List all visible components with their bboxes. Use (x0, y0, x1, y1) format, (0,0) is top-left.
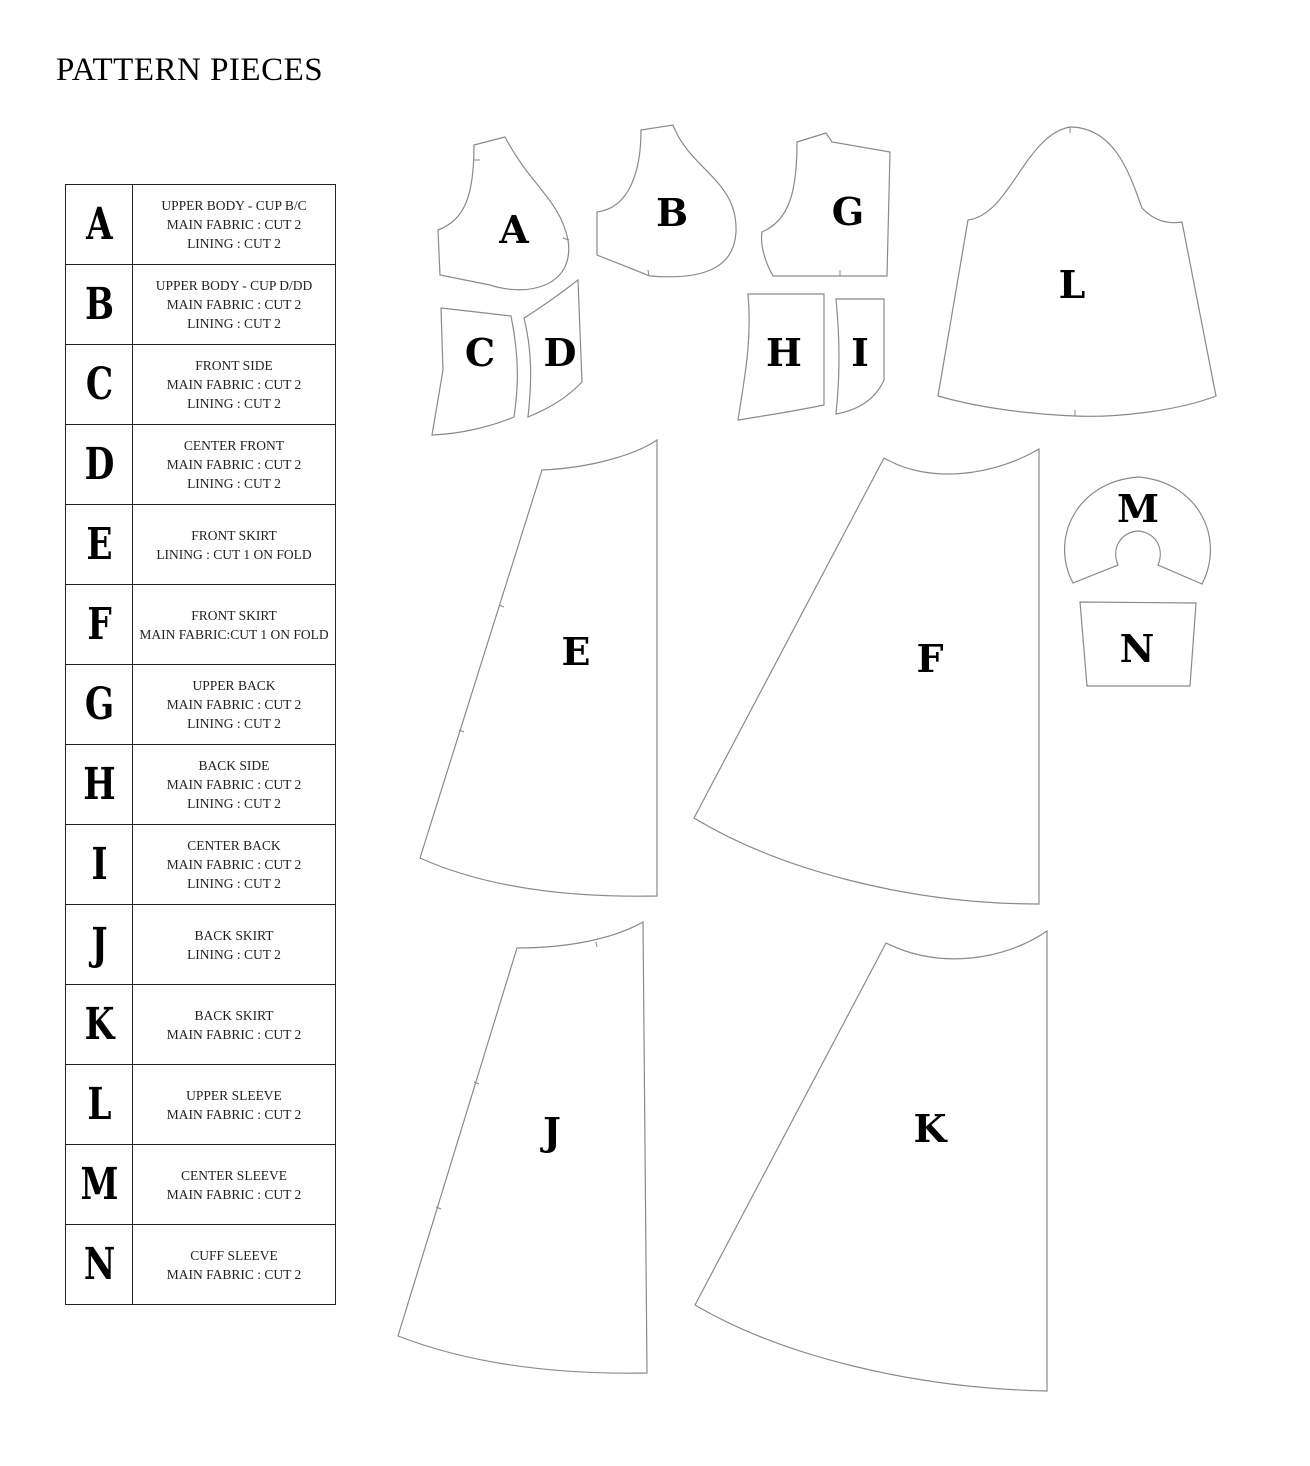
piece-outline-j (398, 922, 647, 1373)
piece-label-k: K (913, 1106, 947, 1151)
piece-label-l: L (1058, 262, 1086, 307)
legend-letter: C (73, 345, 125, 425)
piece-name: UPPER BODY - CUP D/DD (155, 278, 313, 293)
cut-instruction: MAIN FABRIC : CUT 2 (166, 297, 302, 312)
pattern-piece-e (420, 440, 657, 896)
pattern-piece-m (1065, 477, 1211, 584)
legend-letter: F (73, 585, 125, 665)
pattern-piece-f (694, 449, 1039, 904)
page-title: PATTERN PIECES (56, 52, 324, 88)
piece-name: CENTER BACK (187, 838, 281, 853)
piece-label-a: A (499, 207, 529, 252)
piece-label-h: H (766, 330, 802, 375)
cut-instruction: MAIN FABRIC : CUT 2 (166, 457, 302, 472)
cut-instruction: LINING : CUT 2 (187, 796, 281, 811)
piece-outline-k (695, 931, 1047, 1391)
cut-instruction: MAIN FABRIC : CUT 2 (166, 697, 302, 712)
piece-name: UPPER BACK (192, 678, 276, 693)
legend-letter: K (73, 985, 125, 1065)
pattern-piece-a (438, 137, 569, 290)
piece-label-f: F (916, 636, 944, 681)
piece-outline-f (694, 449, 1039, 904)
piece-label-j: J (543, 1109, 561, 1154)
cut-instruction: LINING : CUT 2 (187, 316, 281, 331)
legend-letter: N (73, 1225, 125, 1305)
pattern-piece-h (738, 294, 824, 420)
legend-letter: D (73, 425, 125, 505)
piece-name: CENTER SLEEVE (180, 1167, 288, 1183)
cut-instruction: LINING : CUT 2 (187, 946, 281, 962)
pattern-piece-k (695, 931, 1047, 1391)
pattern-piece-c (432, 308, 517, 435)
cut-instruction: LINING : CUT 2 (187, 396, 281, 411)
legend-letter: J (73, 905, 125, 985)
piece-name: BACK SKIRT (194, 1007, 274, 1023)
piece-label-m: M (1116, 486, 1160, 531)
cut-instruction: MAIN FABRIC : CUT 2 (166, 377, 302, 392)
piece-label-c: C (464, 330, 496, 375)
piece-name: UPPER BODY - CUP B/C (161, 198, 307, 213)
piece-label-g: G (831, 189, 865, 234)
cut-instruction: LINING : CUT 2 (187, 716, 281, 731)
pattern-piece-l (938, 127, 1216, 416)
legend-letter: E (73, 505, 125, 585)
piece-label-b: B (655, 190, 689, 235)
cut-instruction: LINING : CUT 2 (187, 236, 281, 251)
piece-label-e: E (561, 629, 591, 674)
piece-name: UPPER SLEEVE (186, 1087, 282, 1103)
piece-outline-g (762, 133, 890, 276)
cut-instruction: LINING : CUT 2 (187, 476, 281, 491)
piece-label-n: N (1119, 626, 1155, 671)
cut-instruction: MAIN FABRIC:CUT 1 ON FOLD (139, 626, 329, 642)
pattern-piece-d (524, 280, 582, 417)
piece-outline-e (420, 440, 657, 896)
piece-name: FRONT SIDE (195, 358, 273, 373)
piece-name: FRONT SKIRT (191, 607, 277, 623)
legend-letter: I (73, 825, 125, 905)
legend-letter: L (73, 1065, 125, 1145)
cut-instruction: MAIN FABRIC : CUT 2 (166, 777, 302, 792)
cut-instruction: MAIN FABRIC : CUT 2 (166, 1266, 302, 1282)
legend-letter: G (73, 665, 125, 745)
cut-instruction: LINING : CUT 2 (187, 876, 281, 891)
piece-name: BACK SKIRT (194, 927, 274, 943)
piece-name: FRONT SKIRT (191, 527, 277, 543)
cut-instruction: MAIN FABRIC : CUT 2 (166, 1026, 302, 1042)
piece-name: CUFF SLEEVE (190, 1247, 278, 1263)
pattern-piece-n (1080, 602, 1196, 686)
pattern-piece-j (398, 922, 647, 1373)
legend-letter: B (73, 265, 125, 345)
cut-instruction: LINING : CUT 1 ON FOLD (156, 546, 312, 562)
cut-instruction: MAIN FABRIC : CUT 2 (166, 1186, 302, 1202)
piece-name: CENTER FRONT (183, 438, 285, 453)
pattern-piece-g (762, 133, 890, 276)
cut-instruction: MAIN FABRIC : CUT 2 (166, 857, 302, 872)
cut-instruction: MAIN FABRIC : CUT 2 (166, 1106, 302, 1122)
piece-label-d: D (543, 330, 577, 375)
cut-instruction: MAIN FABRIC : CUT 2 (166, 217, 302, 232)
legend-letter: H (73, 745, 125, 825)
pattern-piece-i (836, 299, 884, 414)
legend-letter: A (73, 185, 125, 265)
piece-name: BACK SIDE (198, 758, 270, 773)
legend-letter: M (73, 1145, 125, 1225)
piece-label-i: I (851, 330, 869, 375)
pattern-piece-b (597, 125, 736, 277)
